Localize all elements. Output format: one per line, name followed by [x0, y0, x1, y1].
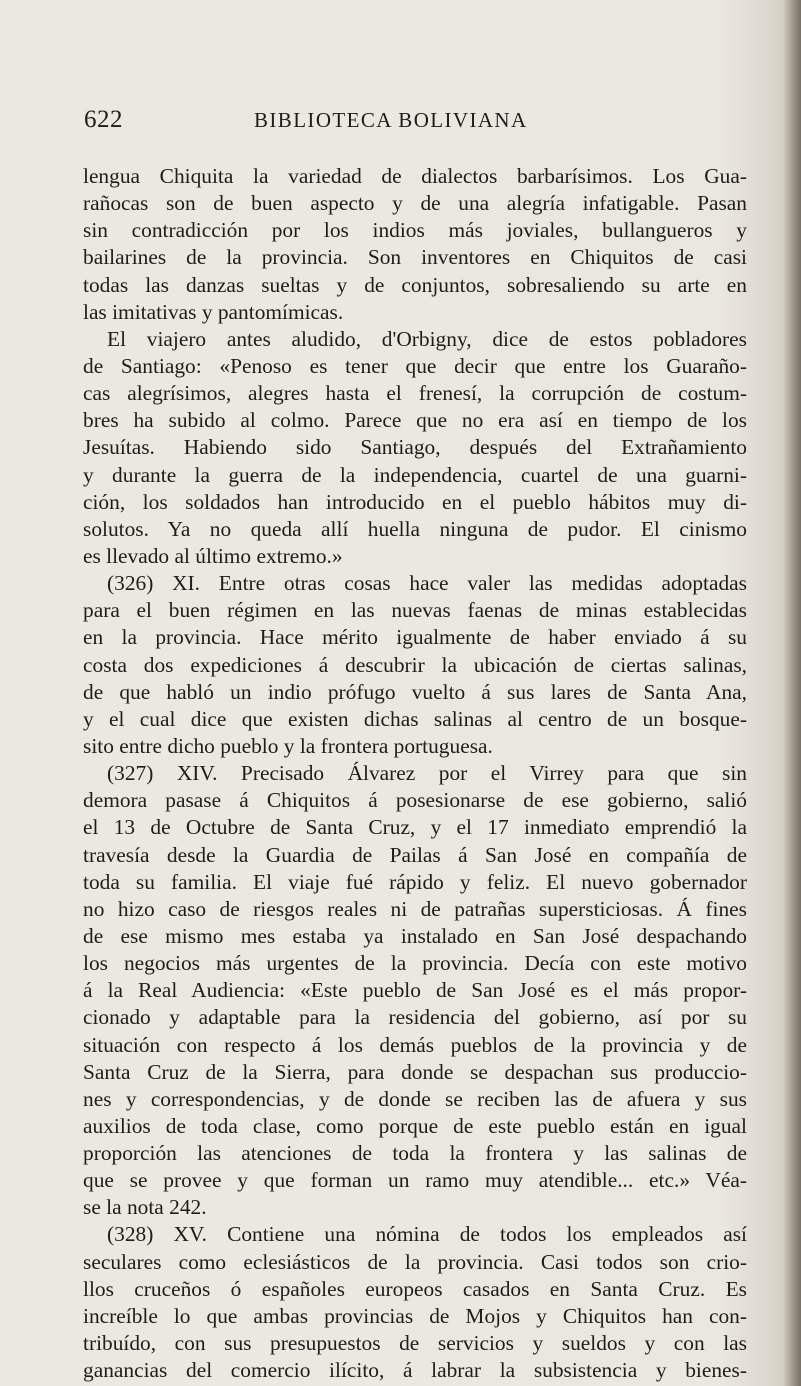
text-line: y durante la guerra de la independencia, cuartel de una guarni-	[83, 462, 747, 487]
text-line: cas alegrísimos, alegres hasta el frenesí, la corrupción de costum-	[83, 381, 747, 406]
text-line: toda su familia. El viaje fué rápido y feliz. El nuevo gobernador	[83, 869, 747, 894]
text-line: cionado y adaptable para la residencia del gobierno, así por su	[83, 1005, 747, 1030]
text-line: rañocas son de buen aspecto y de una alegría infatigable. Pasan	[83, 191, 747, 216]
text-line: el 13 de Octubre de Santa Cruz, y el 17 inmediato emprendió la	[83, 815, 747, 840]
text-line: y el cual dice que existen dichas salinas al centro de un bosque-	[83, 706, 747, 731]
text-line: situación con respecto á los demás pueblos de la provincia y de	[83, 1032, 747, 1057]
text-line: (326) XI. Entre otras cosas hace valer las medidas adoptadas	[107, 571, 747, 596]
text-line: se la nota 242.	[83, 1195, 207, 1220]
text-line: ganancias del comercio ilícito, á labrar la subsistencia y bienes-	[83, 1358, 747, 1383]
text-line: El viajero antes aludido, d'Orbigny, dice de estos pobladores	[107, 326, 747, 351]
text-line: Santa Cruz de la Sierra, para donde se despachan sus produccio-	[83, 1059, 747, 1084]
text-line: (327) XIV. Precisado Álvarez por el Virrey para que sin	[107, 761, 747, 786]
text-line: que se provee y que forman un ramo muy atendible... etc.» Véa-	[83, 1168, 747, 1193]
text-line: (328) XV. Contiene una nómina de todos los empleados así	[107, 1222, 747, 1247]
text-line: auxilios de toda clase, como porque de este pueblo están en igual	[83, 1113, 747, 1138]
text-line: todas las danzas sueltas y de conjuntos, sobresaliendo su arte en	[83, 272, 747, 297]
body-text	[83, 163, 747, 1384]
text-line: Jesuítas. Habiendo sido Santiago, después del Extrañamiento	[83, 435, 747, 460]
text-line: tribuído, con sus presupuestos de servicios y sueldos y con las	[83, 1331, 747, 1356]
page-number: 622	[84, 106, 123, 133]
text-line: para el buen régimen en las nuevas faenas de minas establecidas	[83, 598, 747, 623]
text-line: es llevado al último extremo.»	[83, 543, 343, 568]
text-line: de ese mismo mes estaba ya instalado en San José despachando	[83, 923, 747, 948]
text-line: bailarines de la provincia. Son inventores en Chiquitos de casi	[83, 245, 747, 270]
text-line: sin contradicción por los indios más joviales, bullangueros y	[83, 218, 747, 243]
text-line: ción, los soldados han introducido en el pueblo hábitos muy di-	[83, 489, 747, 514]
text-line: á la Real Audiencia: «Este pueblo de San José es el más propor-	[83, 978, 747, 1003]
text-line: llos cruceños ó españoles europeos casados en Santa Cruz. Es	[83, 1276, 747, 1301]
text-line: los negocios más urgentes de la provincia. Decía con este motivo	[83, 951, 747, 976]
text-line: costa dos expediciones á descubrir la ubicación de ciertas salinas,	[83, 652, 747, 677]
text-line: de Santiago: «Penoso es tener que decir que entre los Guaraño-	[83, 353, 747, 378]
text-line: en la provincia. Hace mérito igualmente de haber enviado á su	[83, 625, 747, 650]
text-line: de que habló un indio prófugo vuelto á sus lares de Santa Ana,	[83, 679, 747, 704]
text-line: solutos. Ya no queda allí huella ninguna de pudor. El cinismo	[83, 516, 747, 541]
page-header	[84, 106, 744, 142]
text-line: seculares como eclesiásticos de la provincia. Casi todos son crio-	[83, 1249, 747, 1274]
text-line: travesía desde la Guardia de Pailas á San José en compañía de	[83, 842, 747, 867]
text-line: increíble lo que ambas provincias de Mojos y Chiquitos han con-	[83, 1303, 747, 1328]
text-line: bres ha subido al colmo. Parece que no era así en tiempo de los	[83, 408, 747, 433]
text-line: proporción las atenciones de toda la frontera y las salinas de	[83, 1141, 747, 1166]
running-title: BIBLIOTECA BOLIVIANA	[254, 108, 528, 132]
text-line: demora pasase á Chiquitos á posesionarse de ese gobierno, salió	[83, 788, 747, 813]
text-line: lengua Chiquita la variedad de dialectos barbarísimos. Los Gua-	[83, 164, 747, 188]
text-line: las imitativas y pantomímicas.	[83, 299, 344, 324]
text-line: nes y correspondencias, y de donde se reciben las de afuera y sus	[83, 1086, 747, 1111]
page-edge-shadow	[783, 0, 801, 1386]
text-line: no hizo caso de riesgos reales ni de patrañas supersticiosas. Á fines	[83, 896, 747, 921]
text-line: sito entre dicho pueblo y la frontera portuguesa.	[83, 733, 493, 758]
